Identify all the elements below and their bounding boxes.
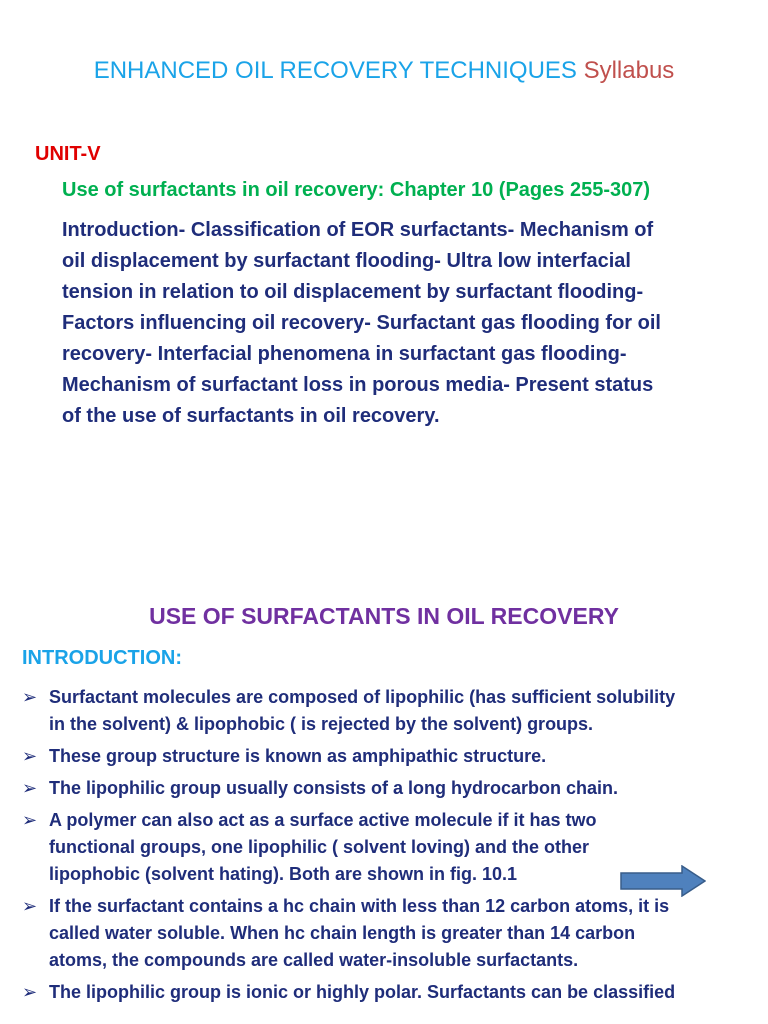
bullet-line: called water soluble. When hc chain length is greater than 14 carbon (49, 923, 636, 943)
chapter-reference: Use of surfactants in oil recovery: Chapter 10 (Pages 255-307) (62, 179, 651, 201)
bullet-marker-icon: ➢ (22, 778, 38, 798)
bullet-line: in the solvent) & lipophobic ( is rejected by the solvent) groups. (49, 714, 594, 734)
section-heading: USE OF SURFACTANTS IN OIL RECOVERY (149, 603, 619, 629)
page-title (0, 57, 768, 85)
bullet-item (22, 775, 762, 802)
title-accent: Syllabus (583, 57, 675, 84)
bullet-list (22, 684, 762, 1011)
bullet-line: A polymer can also act as a surface active molecule if it has two (49, 810, 597, 830)
bullet-line: If the surfactant contains a hc chain with less than 12 carbon atoms, it is (49, 896, 670, 916)
bullet-line: The lipophilic group usually consists of a long hydrocarbon chain. (49, 778, 619, 798)
bullet-line: These group structure is known as amphipathic structure. (49, 746, 547, 766)
bullet-item (22, 979, 762, 1006)
bullet-marker-icon: ➢ (22, 810, 38, 830)
bullet-line: The lipophilic group is ionic or highly polar. Surfactants can be classified (49, 982, 676, 1002)
description-line: oil displacement by surfactant flooding- Ultra low interfacial (62, 250, 631, 272)
right-arrow-icon (620, 865, 706, 897)
bullet-line: atoms, the compounds are called water-insoluble surfactants. (49, 950, 579, 970)
bullet-line: functional groups, one lipophilic ( solvent loving) and the other (49, 837, 589, 857)
description-line: Introduction- Classification of EOR surfactants- Mechanism of (62, 219, 654, 241)
description-line: tension in relation to oil displacement by surfactant flooding- (62, 281, 644, 303)
bullet-item (22, 893, 762, 974)
bullet-marker-icon: ➢ (22, 896, 38, 916)
bullet-marker-icon: ➢ (22, 746, 38, 766)
bullet-marker-icon: ➢ (22, 687, 38, 707)
bullet-item (22, 684, 762, 738)
description-line: of the use of surfactants in oil recovery. (62, 405, 440, 427)
unit-description (62, 215, 742, 432)
introduction-heading: INTRODUCTION: (22, 647, 182, 669)
unit-label: UNIT-V (35, 143, 101, 165)
bullet-item (22, 743, 762, 770)
description-line: recovery- Interfacial phenomena in surfactant gas flooding- (62, 343, 627, 365)
bullet-line: lipophobic (solvent hating). Both are shown in fig. 10.1 (49, 864, 518, 884)
description-line: Factors influencing oil recovery- Surfactant gas flooding for oil (62, 312, 661, 334)
title-main: ENHANCED OIL RECOVERY TECHNIQUES (93, 57, 577, 84)
description-line: Mechanism of surfactant loss in porous media- Present status (62, 374, 654, 396)
bullet-marker-icon: ➢ (22, 982, 38, 1002)
bullet-line: Surfactant molecules are composed of lipophilic (has sufficient solubility (49, 687, 676, 707)
